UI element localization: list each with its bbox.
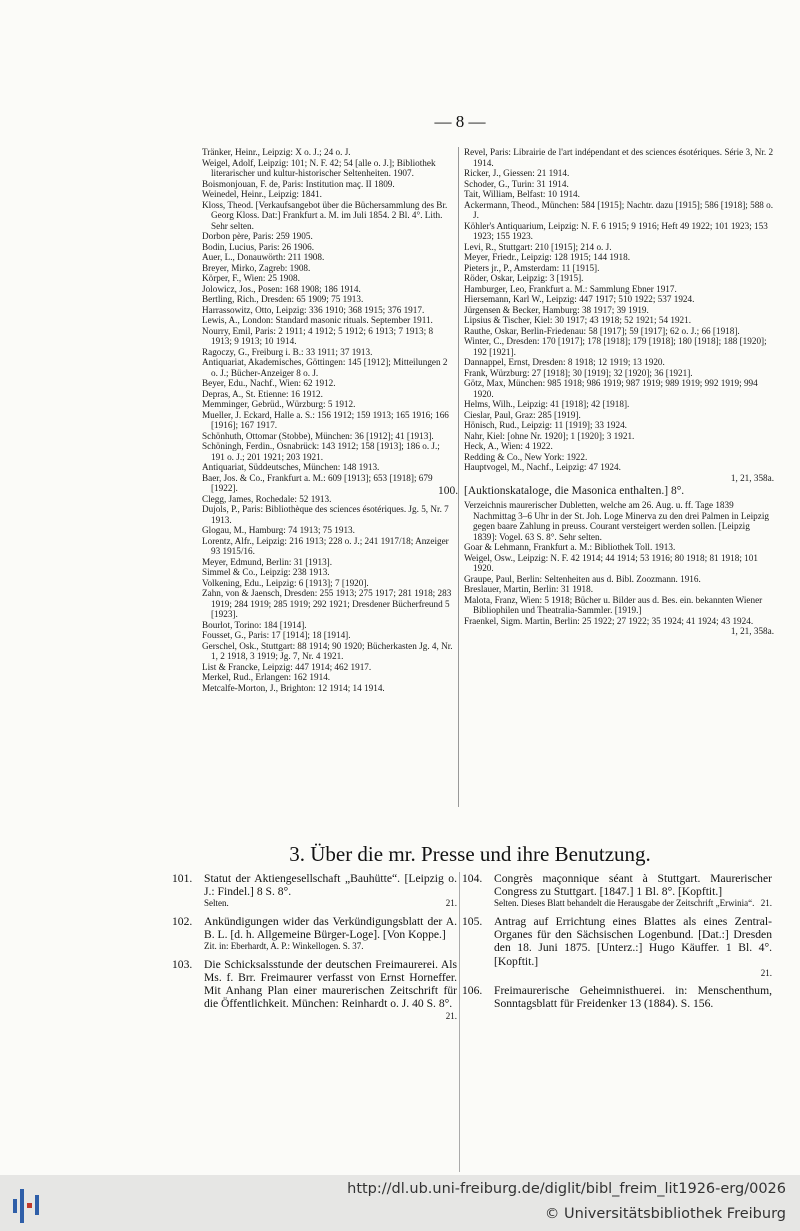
item-text: Ankündigungen wider das Verkündigungsblatt der A. B. L. [d. h. Allgemeine Bürger-Loge]. [Von Koppe.]: [204, 914, 457, 942]
item-100-number: 100.: [438, 485, 459, 497]
bibliography-item: [172, 958, 457, 1021]
catalog-entry: Lipsius & Tischer, Kiel: 30 1917; 43 1918; 52 1921; 54 1921.: [464, 315, 692, 325]
catalog-entry: Köhler's Antiquarium, Leipzig: N. F. 6 1915; 9 1916; Heft 49 1922; 101 1923; 153 1923; 155 1923.: [464, 220, 768, 241]
catalog-entry: Merkel, Rud., Erlangen: 162 1914.: [202, 672, 331, 682]
item-number: 106.: [462, 984, 483, 998]
catalog-entry: Nahr, Kiel: [ohne Nr. 1920]; 1 [1920]; 3 1921.: [464, 430, 635, 441]
item-100-entries: [464, 500, 776, 626]
catalog-entry: Fraenkel, Sigm. Martin, Berlin: 25 1922; 27 1922; 35 1924; 41 1924; 43 1924.: [464, 615, 754, 626]
catalog-entry: Depras, A., St. Etienne: 16 1912.: [202, 388, 323, 399]
catalog-entry: Körper, F., Wien: 25 1908.: [202, 273, 300, 283]
catalog-entry: Dujols, P., Paris: Bibliothèque des sciences ésotériques. Jg. 5, Nr. 7 1913.: [202, 504, 449, 525]
catalog-entry: Verzeichnis maurerischer Dubletten, welche am 26. Aug. u. ff. Tage 1839 Nachmittag 3–6 Uhr in der St. Joh. Loge Minerva zu den drei Palmen in Leipzig gegen baare Zahlung in preuss. Courant versteigert werden sollen. [Leipzig 1839]: Vogel. 63 S. 8°. Sehr selten.: [464, 500, 769, 542]
catalog-entry: Levi, R., Stuttgart: 210 [1915]; 214 o. J.: [464, 241, 612, 252]
catalog-entry: Götz, Max, München: 985 1918; 986 1919; 987 1919; 989 1919; 992 1919; 994 1920.: [464, 378, 758, 399]
item-number: 105.: [462, 914, 483, 928]
catalog-entry: Metcalfe-Morton, J., Brighton: 12 1914; 14 1914.: [202, 682, 385, 693]
catalog-entry: Schönhuth, Ottomar (Stobbe), München: 36 [1912]; 41 [1913].: [202, 430, 434, 441]
catalog-entry: Volkening, Edu., Leipzig: 6 [1913]; 7 [1920].: [202, 577, 369, 588]
item-text-block: [204, 872, 457, 909]
catalog-entry: Simmel & Co., Leipzig: 238 1913.: [202, 567, 330, 577]
catalog-entry: Frank, Würzburg: 27 [1918]; 30 [1919]; 32 [1920]; 36 [1921].: [464, 367, 693, 378]
catalog-entry: Breslauer, Martin, Berlin: 31 1918.: [464, 584, 593, 594]
catalog-entry: Jürgensen & Becker, Hamburg: 38 1917; 39 1919.: [464, 304, 649, 315]
item-amount: 21.: [445, 1010, 457, 1021]
right-column-list: [438, 147, 776, 637]
catalog-entry: Pieters jr., P., Amsterdam: 11 [1915].: [464, 262, 600, 273]
item-note-line: [204, 898, 457, 909]
item-text: Freimaurerische Geheimnisthuerei. in: Menschenthum, Sonntagsblatt für Freidenker 13 (1884). S. 156.: [494, 984, 772, 1011]
item-100-title: [Auktionskataloge, die Masonica enthalten.] 8°.: [464, 485, 685, 497]
catalog-entry: Bodin, Lucius, Paris: 26 1906.: [202, 241, 315, 252]
catalog-entry: Meyer, Edmund, Berlin: 31 [1913].: [202, 556, 333, 567]
item-amount: 21.: [445, 898, 457, 909]
item-note-line: [494, 898, 772, 909]
catalog-entry: Lewis, A., London: Standard masonic rituals. September 1911.: [202, 315, 433, 325]
catalog-entry: Harrassowitz, Otto, Leipzig: 336 1910; 368 1915; 376 1917.: [202, 304, 425, 315]
item-100-amount: 1, 21, 358a.: [730, 626, 774, 636]
catalog-entry: Hönisch, Rud., Leipzig: 11 [1919]; 33 1924.: [464, 420, 627, 430]
catalog-entry: Dorbon père, Paris: 259 1905.: [202, 231, 313, 241]
catalog-entry: Jolowicz, Jos., Posen: 168 1908; 186 1914.: [202, 283, 361, 294]
catalog-entry: Glogau, M., Hamburg: 74 1913; 75 1913.: [202, 525, 355, 535]
right-top-amount: 1, 21, 358a.: [730, 472, 774, 483]
catalog-entry: Clegg, James, Rochedale: 52 1913.: [202, 493, 332, 504]
catalog-entry: Ragoczy, G., Freiburg i. B.: 33 1911; 37 1913.: [202, 346, 373, 357]
catalog-entry: Tränker, Heinr., Leipzig: X o. J.; 24 o. J.: [202, 147, 351, 157]
catalog-entry: Bertling, Rich., Dresden: 65 1909; 75 1913.: [202, 294, 364, 304]
bottom-column-divider: [459, 872, 460, 1172]
catalog-entry: Zahn, von & Jaensch, Dresden: 255 1913; 275 1917; 281 1918; 283 1919; 284 1919; 285 1919; 292 1921; Dresdener Bücherfreund 5 [1923].: [202, 588, 452, 619]
catalog-entry: Malota, Franz, Wien: 5 1918; Bücher u. Bilder aus d. Bes. ein. bekannten Wiener Bibliophilen und Theatralia-Sammler. [1919.]: [464, 594, 763, 615]
item-number: 101.: [172, 872, 193, 885]
catalog-entry: List & Francke, Leipzig: 447 1914; 462 1917.: [202, 661, 372, 672]
copyright-text: © Universitätsbibliothek Freiburg: [544, 1206, 786, 1222]
section-title: 3. Über die mr. Presse und ihre Benutzung.: [289, 842, 651, 866]
bibliography-item: [172, 872, 457, 909]
catalog-entry: Baer, Jos. & Co., Frankfurt a. M.: 609 [1913]; 653 [1918]; 679 [1922].: [202, 472, 433, 493]
catalog-entry: Mueller, J. Eckard, Halle a. S.: 156 1912; 159 1913; 165 1916; 166 [1916]; 167 1917.: [202, 409, 449, 430]
catalog-entry: Kloss, Theod. [Verkaufsangebot über die Büchersammlung des Br. Georg Kloss. Dat:] Frankfurt a. M. im Juli 1854. 2 Bl. 4°. Lith. Sehr selten.: [202, 199, 448, 231]
catalog-entry: Dannappel, Ernst, Dresden: 8 1918; 12 1919; 13 1920.: [464, 357, 665, 367]
item-text-block: [204, 958, 457, 1021]
left-column-list: [202, 147, 454, 693]
right-column-top-list: [464, 147, 776, 473]
item-number: 102.: [172, 914, 193, 928]
catalog-entry: Helms, Wilh., Leipzig: 41 [1918]; 42 [1918].: [464, 399, 630, 409]
item-text: Congrès maçonnique séant à Stuttgart. Maurerischer Congress zu Stuttgart. [1847.] 1 Bl. 8°. [Kopftit.]: [494, 872, 772, 899]
catalog-entry: Beyer, Edu., Nachf., Wien: 62 1912.: [202, 378, 336, 388]
catalog-entry: Meyer, Friedr., Leipzig: 128 1915; 144 1918.: [464, 252, 631, 262]
catalog-entry: Winter, C., Dresden: 170 [1917]; 178 [1918]; 179 [1918]; 180 [1918]; 188 [1920]; 192 [1921].: [464, 336, 767, 357]
item-note-line: [204, 941, 457, 952]
catalog-entry: Cieslar, Paul, Graz: 285 [1919].: [464, 409, 581, 420]
catalog-entry: Röder, Oskar, Leipzig: 3 [1915].: [464, 273, 584, 283]
item-text: Die Schicksalsstunde der deutschen Freimaurerei. Als Ms. f. Brr. Freimaurer verfasst von Ernst Horneffer. Mit Anhang Plan einer maurerischen Zeitschrift für die Öffentlichkeit. München: Reinhardt o. J. 40 S. 8°.: [204, 957, 457, 1011]
catalog-entry: Redding & Co., New York: 1922.: [464, 451, 588, 462]
catalog-entry: Schöningh, Ferdin., Osnabrück: 143 1912; 158 [1913]; 186 o. J.; 191 o. J.; 201 1921; 203 1921.: [202, 441, 440, 462]
item-note: Selten. Dieses Blatt behandelt die Herausgabe der Zeitschrift „Erwinia“.: [494, 898, 755, 909]
document-url-link[interactable]: http://dl.ub.uni-freiburg.de/diglit/bibl_freim_lit1926-erg/0026: [347, 1181, 786, 1197]
catalog-entry: Fousset, G., Paris: 17 [1914]; 18 [1914].: [202, 630, 351, 640]
catalog-entry: Weigel, Adolf, Leipzig: 101; N. F. 42; 54 [alle o. J.]; Bibliothek literarischer und kultur-historischer Seltenheiten. 1907.: [202, 157, 436, 178]
catalog-entry: Bourlot, Torino: 184 [1914].: [202, 619, 307, 630]
catalog-entry: Weinedel, Heinr., Leipzig: 1841.: [202, 189, 322, 199]
catalog-entry: Graupe, Paul, Berlin: Seltenheiten aus d. Bibl. Zoozmann. 1916.: [464, 573, 701, 584]
catalog-entry: Boismonjouan, F. de, Paris: Institution maç. II 1809.: [202, 178, 395, 189]
catalog-entry: Revel, Paris: Librairie de l'art indépendant et des sciences ésotériques. Série 3, Nr. 2 1914.: [464, 147, 774, 168]
catalog-entry: Heck, A., Wien: 4 1922.: [464, 441, 553, 451]
catalog-entry: Memminger, Gebrüd., Würzburg: 5 1912.: [202, 399, 356, 409]
item-text-block: [494, 872, 772, 909]
catalog-entry: Antiquariat, Süddeutsches, München: 148 1913.: [202, 462, 380, 472]
bibliography-item: [462, 872, 772, 909]
catalog-entry: Tait, William, Belfast: 10 1914.: [464, 189, 580, 199]
item-note: Selten.: [204, 898, 229, 909]
bibliography-item: [462, 984, 772, 1010]
catalog-entry: Hiersemann, Karl W., Leipzig: 447 1917; 510 1922; 537 1924.: [464, 294, 695, 304]
item-amount: 21.: [760, 967, 772, 978]
catalog-entry: Hamburger, Leo, Frankfurt a. M.: Sammlung Ebner 1917.: [464, 283, 677, 294]
bottom-right-column: [462, 872, 772, 1017]
catalog-entry: Breyer, Mirko, Zagreb: 1908.: [202, 262, 311, 273]
catalog-entry: Auer, L., Donauwörth: 211 1908.: [202, 252, 325, 262]
bibliography-item: [172, 915, 457, 952]
catalog-entry: Schoder, G., Turin: 31 1914.: [464, 178, 569, 189]
catalog-entry: Weigel, Osw., Leipzig: N. F. 42 1914; 44 1914; 53 1916; 80 1918; 81 1918; 101 1920.: [464, 552, 758, 573]
catalog-entry: Ricker, J., Giessen: 21 1914.: [464, 168, 570, 178]
item-number: 103.: [172, 957, 193, 971]
item-number: 104.: [462, 872, 483, 885]
page-number: — 8 —: [434, 112, 486, 131]
item-amount: 21.: [760, 898, 772, 909]
item-text-block: [494, 984, 772, 1010]
catalog-entry: Goar & Lehmann, Frankfurt a. M.: Bibliothek Toll. 1913.: [464, 542, 676, 552]
catalog-entry: Rauthe, Oskar, Berlin-Friedenau: 58 [1917]; 59 [1917]; 62 o. J.; 66 [1918].: [464, 325, 740, 336]
item-text-block: [494, 915, 772, 978]
catalog-entry: Gerschel, Osk., Stuttgart: 88 1914; 90 1920; Bücherkasten Jg. 4, Nr. 1, 2 1918, 3 1919; Jg. 7, Nr. 4 1921.: [202, 640, 453, 661]
catalog-entry: Lorentz, Alfr., Leipzig: 216 1913; 228 o. J.; 241 1917/18; Anzeiger 93 1915/16.: [202, 535, 449, 556]
item-note: Zit. in: Eberhardt, A. P.: Winkellogen. S. 37.: [204, 941, 364, 952]
catalog-entry: Antiquariat, Akademisches, Göttingen: 145 [1912]; Mitteilungen 2 o. J.; Bücher-Anzeiger 8 o. J.: [202, 357, 448, 378]
item-text-block: [204, 915, 457, 952]
item-100: [438, 485, 776, 498]
catalog-entry: Nourry, Emil, Paris: 2 1911; 4 1912; 5 1912; 6 1913; 7 1913; 8 1913; 9 1913; 10 1914.: [202, 325, 434, 346]
item-text: Antrag auf Errichtung eines Blattes als eines Zentral-Organes für den Sächsischen Logenbund. [Dat.:] Dresden den 18. Juni 1875. [Unterz.:] Hugo Käuffer. 1 Bl. 4°. [Kopftit.]: [494, 914, 772, 968]
catalog-entry: Ackermann, Theod., München: 584 [1915]; Nachtr. dazu [1915]; 586 [1918]; 588 o. J.: [464, 199, 774, 220]
bottom-left-column: [172, 872, 457, 1027]
column-divider: [458, 147, 459, 807]
item-text: Statut der Aktiengesellschaft „Bauhütte“. [Leipzig o. J.: Findel.] 8 S. 8°.: [204, 872, 457, 899]
library-logo-icon: [12, 1183, 42, 1223]
catalog-entry: Hauptvogel, M., Nachf., Leipzig: 47 1924.: [464, 462, 621, 472]
bibliography-item: [462, 915, 772, 978]
